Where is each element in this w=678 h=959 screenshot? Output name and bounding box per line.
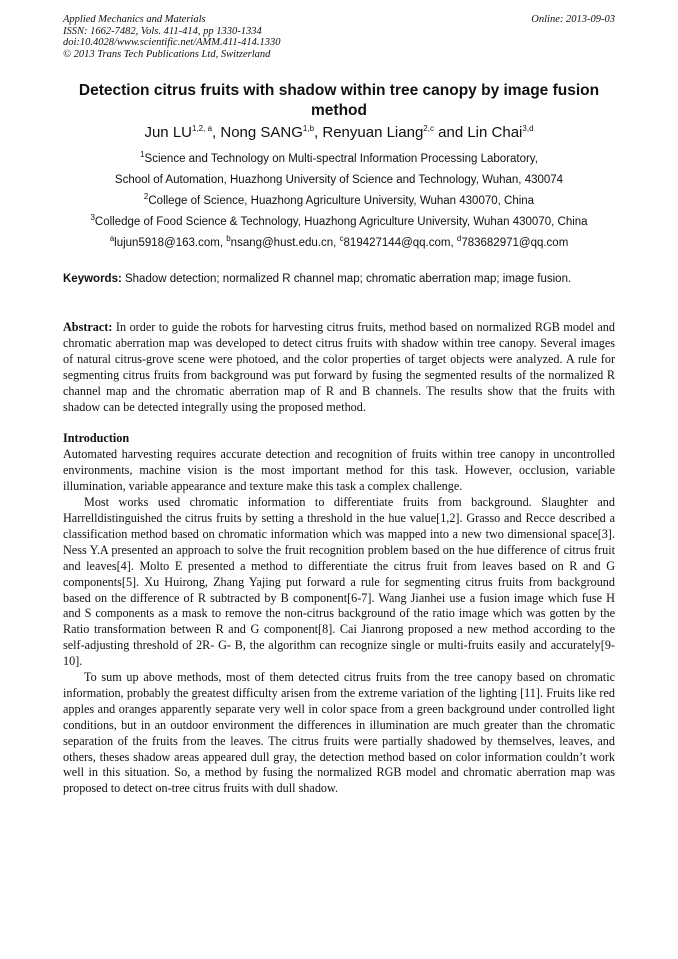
author-affiliation-marker: 2,c — [423, 124, 434, 133]
email-address: lujun5918@163.com, — [114, 237, 227, 249]
email-list — [40, 233, 638, 254]
abstract — [63, 320, 615, 415]
author-name: Nong SANG — [220, 124, 303, 141]
email-marker: a — [109, 234, 115, 244]
affiliation-marker: 1 — [140, 150, 145, 160]
author-separator: and — [433, 124, 468, 141]
email-address: 819427144@qq.com, — [343, 237, 457, 249]
affiliation-1-line-1 — [40, 149, 638, 170]
affiliation-1-line-2: School of Automation, Huazhong University of Science and Technology, Wuhan, 430074 — [114, 174, 564, 186]
author-name: Lin Chai — [467, 124, 523, 141]
paper-body — [63, 320, 615, 797]
abstract-label: Abstract: — [63, 320, 113, 334]
affiliations — [40, 149, 638, 254]
journal-header — [63, 14, 280, 60]
author-separator: , — [314, 124, 323, 141]
keywords-text: Shadow detection; normalized R channel map; chromatic aberration map; image fusion. — [121, 273, 572, 285]
author-name: Jun LU — [144, 124, 192, 141]
email-marker: c — [339, 234, 344, 244]
author-affiliation-marker: 1,b — [302, 124, 315, 133]
email-marker: b — [226, 234, 231, 244]
email-marker: d — [456, 234, 462, 244]
affiliation-marker: 3 — [90, 213, 95, 223]
abstract-text: In order to guide the robots for harvesting citrus fruits, method based on normalized RGB model and chromatic aberration map was developed to detect citrus fruits with shadow within tree canopy. Several images of natural citrus-grove scene were photoed, and the color properties of target objects were analyzed. A rule for segmenting citrus fruits from background was put forward by fusing the segmented results of the normalized R channel map and the chromatic aberration map of R and B channels. The results show that the fruits with shadow can be detected integrally using the proposed method. — [63, 320, 615, 414]
journal-name: Applied Mechanics and Materials — [63, 14, 206, 25]
email-address: nsang@hust.edu.cn, — [230, 237, 340, 249]
affiliation-3 — [40, 212, 638, 233]
affiliation-marker: 2 — [143, 192, 149, 202]
affiliation-text: College of Science, Huazhong Agriculture University, Wuhan 430070, China — [148, 195, 535, 207]
affiliation-2 — [40, 191, 638, 212]
journal-copyright: © 2013 Trans Tech Publications Ltd, Switzerland — [63, 48, 271, 60]
author-name: Renyuan Liang — [322, 124, 424, 141]
author-affiliation-marker: 1,2, a — [192, 124, 213, 133]
online-date: Online: 2013-09-03 — [531, 14, 615, 25]
journal-issn: ISSN: 1662-7482, Vols. 411-414, pp 1330-1334 — [63, 25, 262, 37]
introduction-heading: Introduction — [63, 431, 130, 446]
affiliation-text: Colledge of Food Science & Technology, Huazhong Agriculture University, Wuhan 430070, China — [94, 216, 588, 228]
author-affiliation-marker: 3,d — [522, 124, 534, 133]
journal-doi: doi:10.4028/www.scientific.net/AMM.411-414.1330 — [63, 37, 281, 48]
keywords — [63, 271, 615, 287]
introduction-paragraph: To sum up above methods, most of them detected citrus fruits from the tree canopy based on chromatic information, probably the greatest difficulty arisen from the extreme variation of the lighting [11]. Fruits like red apples and oranges apparently separate very well in color space from a green background under controlled light conditions, but in an outdoor environment the differences in illumination are much greater than the chromatic separation of the fruits from the leaves. The citrus fruits were partially shadowed by themselves, leaves, and others, theses shadow areas appeared dull gray, the detection method based on color information couldn’t work well in this situation. So, a method by fusing the normalized RGB model and chromatic aberration map was proposed to detect on-tree citrus fruits with dull shadow. — [63, 670, 615, 796]
email-address: 783682971@qq.com — [461, 237, 569, 249]
author-list — [63, 124, 615, 142]
paper-title: Detection citrus fruits with shadow within tree canopy by image fusion method — [78, 82, 600, 119]
keywords-label: Keywords: — [63, 273, 122, 285]
affiliation-text: Science and Technology on Multi-spectral Information Processing Laboratory, — [144, 153, 538, 165]
introduction-paragraph: Automated harvesting requires accurate detection and recognition of fruits within tree canopy in uncontrolled environments, machine vision is the most important method for this task. However, occlusion, variable illumination, variable appearance and texture make this task a complex challenge. — [63, 447, 615, 494]
introduction-paragraph: Most works used chromatic information to differentiate fruits from background. Slaughter and Harrelldistinguished the citrus fruits by setting a threshold in the hue value[1,2]. Grasso and Recce described a classification method based on chromatic information which was mapped into a new two dimensional space[3]. Ness Y.A presented an approach to solve the fruit recognition problem based on the hue difference of citrus fruit and leaves[4]. Molto E presented a method to differentiate the citrus fruit from leaves based on R and G components[5]. Xu Huirong, Zhang Yajing put forward a rule for segmenting citrus fruits from background based on the difference of R subtracted by B component[6-7]. Wang Jianhei use a fusion image which fuse H and S components as a mask to remove the non-citrus background of the ratio image which was gotten by the Ratio transformation between R and G component[8]. Cai Jianrong proposed a new method according to the self-adjusting threshold of 2R- G- B, the algorithm can recognize single or multi-fruits easily and accurately[9-10]. — [63, 495, 615, 669]
author-separator: , — [212, 124, 221, 141]
